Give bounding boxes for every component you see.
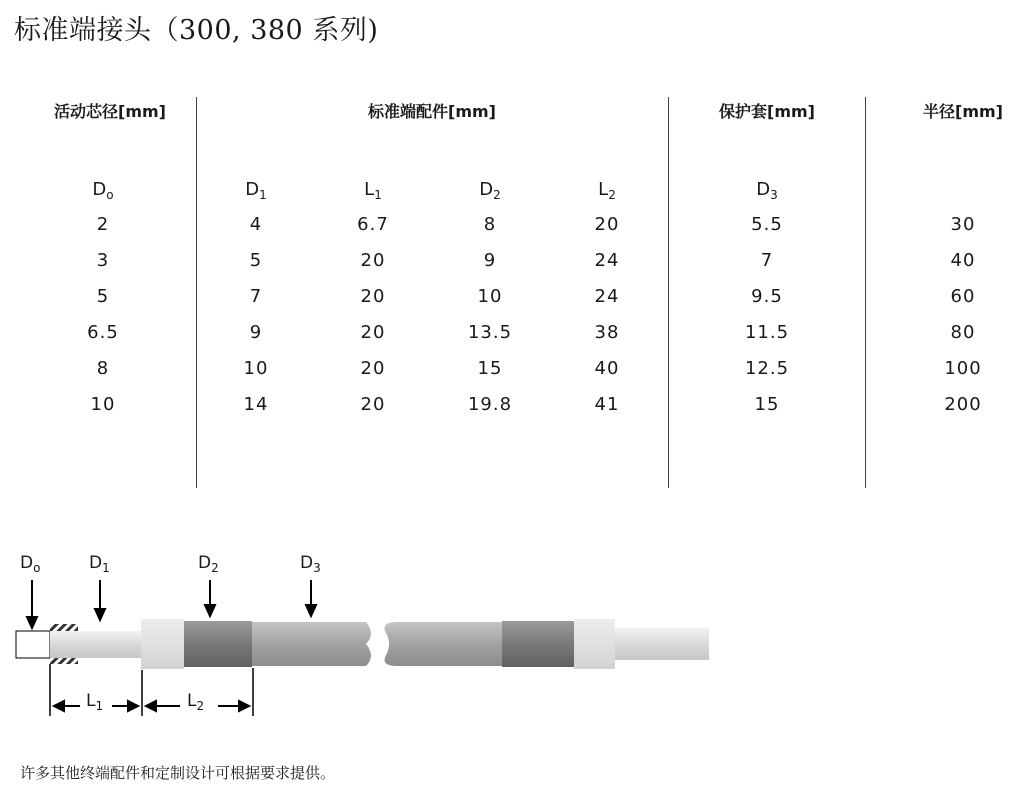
- diagram-label-l1: $L_1$: [86, 691, 104, 713]
- sleeve-left: [141, 619, 184, 669]
- cell-l1: 20: [360, 394, 386, 415]
- cell-d0: 3: [96, 250, 110, 271]
- diagram-label-d3: $D_3$: [300, 553, 321, 575]
- column-divider: [668, 97, 669, 488]
- cell-l1: 20: [360, 358, 386, 379]
- symbol-d2: $D_2$: [479, 179, 501, 202]
- footnote: 许多其他终端配件和定制设计可根据要求提供。: [20, 764, 336, 782]
- symbol-d0: $D_o$: [92, 179, 114, 202]
- page-title: 标准端接头（300, 380 系列): [14, 15, 379, 46]
- cell-d3: 11.5: [744, 322, 790, 343]
- cell-d1: 10: [243, 358, 269, 379]
- coating-hatch-top: [50, 624, 78, 632]
- symbol-l1: $L_1$: [364, 179, 382, 202]
- symbol-d3: $D_3$: [756, 179, 778, 202]
- header-protective-sleeve: 保护套[mm]: [719, 102, 815, 121]
- diagram-label-d2: $D_2$: [198, 553, 219, 575]
- cell-d3: 7: [760, 250, 774, 271]
- arrow-d1: [95, 580, 105, 620]
- header-core-diameter: 活动芯径[mm]: [54, 102, 166, 121]
- cell-d0: 10: [90, 394, 116, 415]
- fiber-section: [50, 631, 142, 658]
- diagram-label-d1: $D_1$: [89, 553, 110, 575]
- jacket-left: [252, 622, 371, 666]
- cell-d2: 9: [483, 250, 497, 271]
- cell-r: 60: [950, 286, 976, 307]
- ferrule-right: [502, 621, 574, 667]
- cell-l2: 38: [594, 322, 620, 343]
- dimension-arrow-l1: [54, 701, 138, 711]
- fiber-right: [615, 628, 709, 660]
- cell-r: 30: [950, 214, 976, 235]
- header-standard-fitting: 标准端配件[mm]: [368, 102, 496, 121]
- ferrule-d2: [184, 621, 252, 667]
- cell-l2: 40: [594, 358, 620, 379]
- cell-l2: 24: [594, 286, 620, 307]
- cell-d1: 9: [249, 322, 263, 343]
- dimension-arrow-l2: [146, 701, 249, 711]
- cell-d0: 6.5: [87, 322, 119, 343]
- jacket-right: [385, 622, 503, 666]
- symbol-d1: $D_1$: [245, 179, 267, 202]
- cell-d0: 5: [96, 286, 110, 307]
- cell-d1: 7: [249, 286, 263, 307]
- cell-d2: 8: [483, 214, 497, 235]
- cell-r: 100: [944, 358, 982, 379]
- cell-r: 200: [944, 394, 982, 415]
- column-divider: [196, 97, 197, 488]
- cell-d3: 5.5: [751, 214, 783, 235]
- column-divider: [865, 97, 866, 488]
- arrow-d2: [205, 580, 215, 616]
- arrow-d3: [306, 580, 316, 616]
- cell-r: 40: [950, 250, 976, 271]
- arrow-d0: [27, 580, 37, 628]
- cell-l1: 20: [360, 286, 386, 307]
- cell-d3: 12.5: [744, 358, 790, 379]
- cell-d0: 2: [96, 214, 110, 235]
- cell-l1: 6.7: [357, 214, 389, 235]
- cell-l2: 24: [594, 250, 620, 271]
- cell-d1: 4: [249, 214, 263, 235]
- cell-d2: 15: [477, 358, 503, 379]
- core-end: [16, 631, 50, 658]
- header-radius: 半径[mm]: [923, 102, 1003, 121]
- cell-d1: 14: [243, 394, 269, 415]
- cell-l1: 20: [360, 322, 386, 343]
- cell-l2: 41: [594, 394, 620, 415]
- cell-d2: 10: [477, 286, 503, 307]
- cell-l2: 20: [594, 214, 620, 235]
- cell-d3: 15: [754, 394, 780, 415]
- symbol-l2: $L_2$: [598, 179, 616, 202]
- cell-r: 80: [950, 322, 976, 343]
- cell-d3: 9.5: [751, 286, 783, 307]
- cable-diagram: [0, 540, 1024, 730]
- sleeve-right: [574, 619, 615, 669]
- cell-d2: 19.8: [467, 394, 513, 415]
- diagram-label-d0: $D_o$: [20, 553, 41, 575]
- diagram-label-l2: $L_2$: [187, 691, 205, 713]
- cell-d1: 5: [249, 250, 263, 271]
- cell-d2: 13.5: [467, 322, 513, 343]
- cell-d0: 8: [96, 358, 110, 379]
- cell-l1: 20: [360, 250, 386, 271]
